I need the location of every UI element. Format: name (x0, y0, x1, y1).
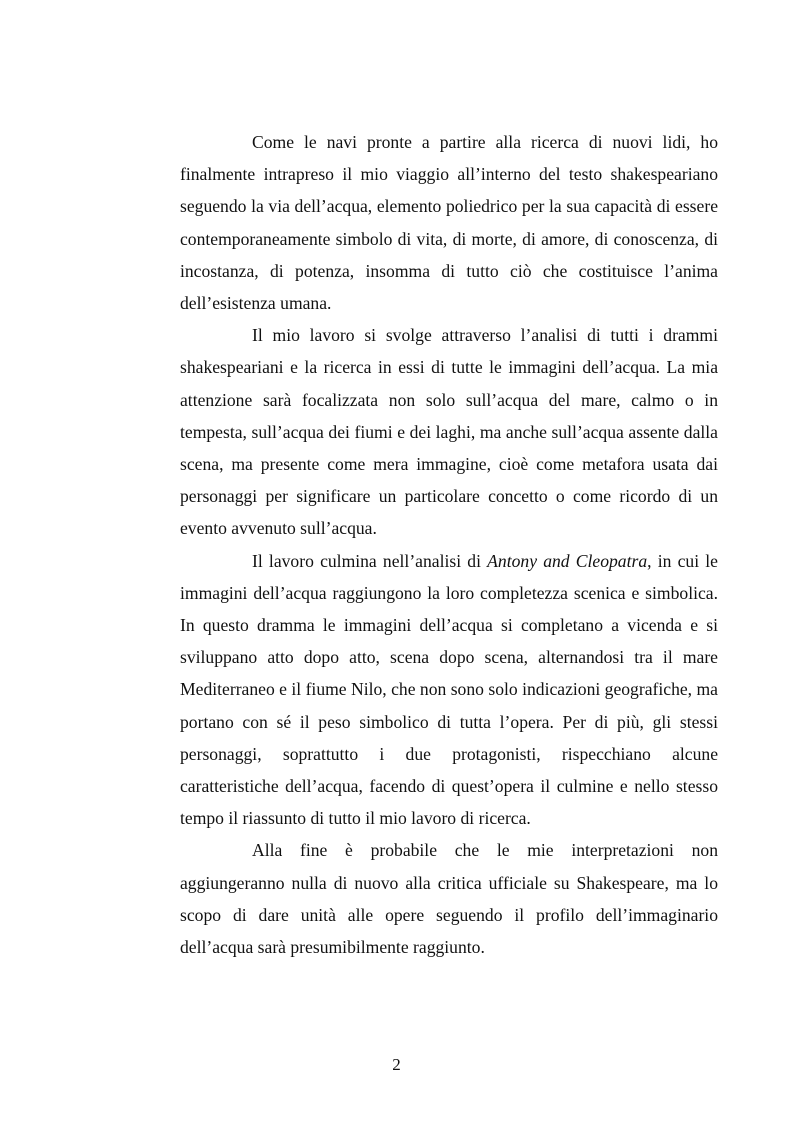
paragraph-3 (180, 545, 718, 835)
paragraph-4: Alla fine è probabile che le mie interpretazioni non aggiungeranno nulla di nuovo alla critica ufficiale su Shakespeare, ma lo scopo di dare unità alle opere seguendo il profilo dell’immaginario dell’acqua sarà presumibilmente raggiunto. (180, 840, 718, 958)
paragraph-3-rest: , in cui le immagini dell’acqua raggiungono la loro completezza scenica e simbolica. In questo dramma le immagini dell’acqua si completano a vicenda e si sviluppano atto dopo atto, scena dopo scena, alternandosi tra il mare Mediterraneo e il fiume Nilo, che non sono solo indicazioni geografiche, ma portano con sé il peso simbolico di tutta l’opera. Per di più, gli stessi personaggi, soprattutto i due protagonisti, rispecchiano alcune caratteristiche dell’acqua, facendo di quest’opera il culmine e nello stesso tempo il riassunto di tutto il mio lavoro di ricerca. (180, 550, 718, 829)
work-title: Antony and Cleopatra (487, 550, 648, 571)
paragraph-3-intro: Il lavoro culmina nell’analisi di (252, 550, 488, 571)
body-text (180, 126, 718, 963)
paragraph-1: Come le navi pronte a partire alla ricerca di nuovi lidi, ho finalmente intrapreso il mio viaggio all’interno del testo shakespeariano seguendo la via dell’acqua, elemento poliedrico per la sua capacità di essere contemporaneamente simbolo di vita, di morte, di amore, di conoscenza, di incostanza, di potenza, insomma di tutto ciò che costituisce l’anima dell’esistenza umana. (180, 132, 718, 314)
page-number: 2 (392, 1055, 401, 1074)
paragraph-2: Il mio lavoro si svolge attraverso l’analisi di tutti i drammi shakespeariani e la ricerca in essi di tutte le immagini dell’acqua. La mia attenzione sarà focalizzata non solo sull’acqua del mare, calmo o in tempesta, sull’acqua dei fiumi e dei laghi, ma anche sull’acqua assente dalla scena, ma presente come mera immagine, cioè come metafora usata dai personaggi per significare un particolare concetto o come ricordo di un evento avvenuto sull’acqua. (180, 325, 718, 539)
